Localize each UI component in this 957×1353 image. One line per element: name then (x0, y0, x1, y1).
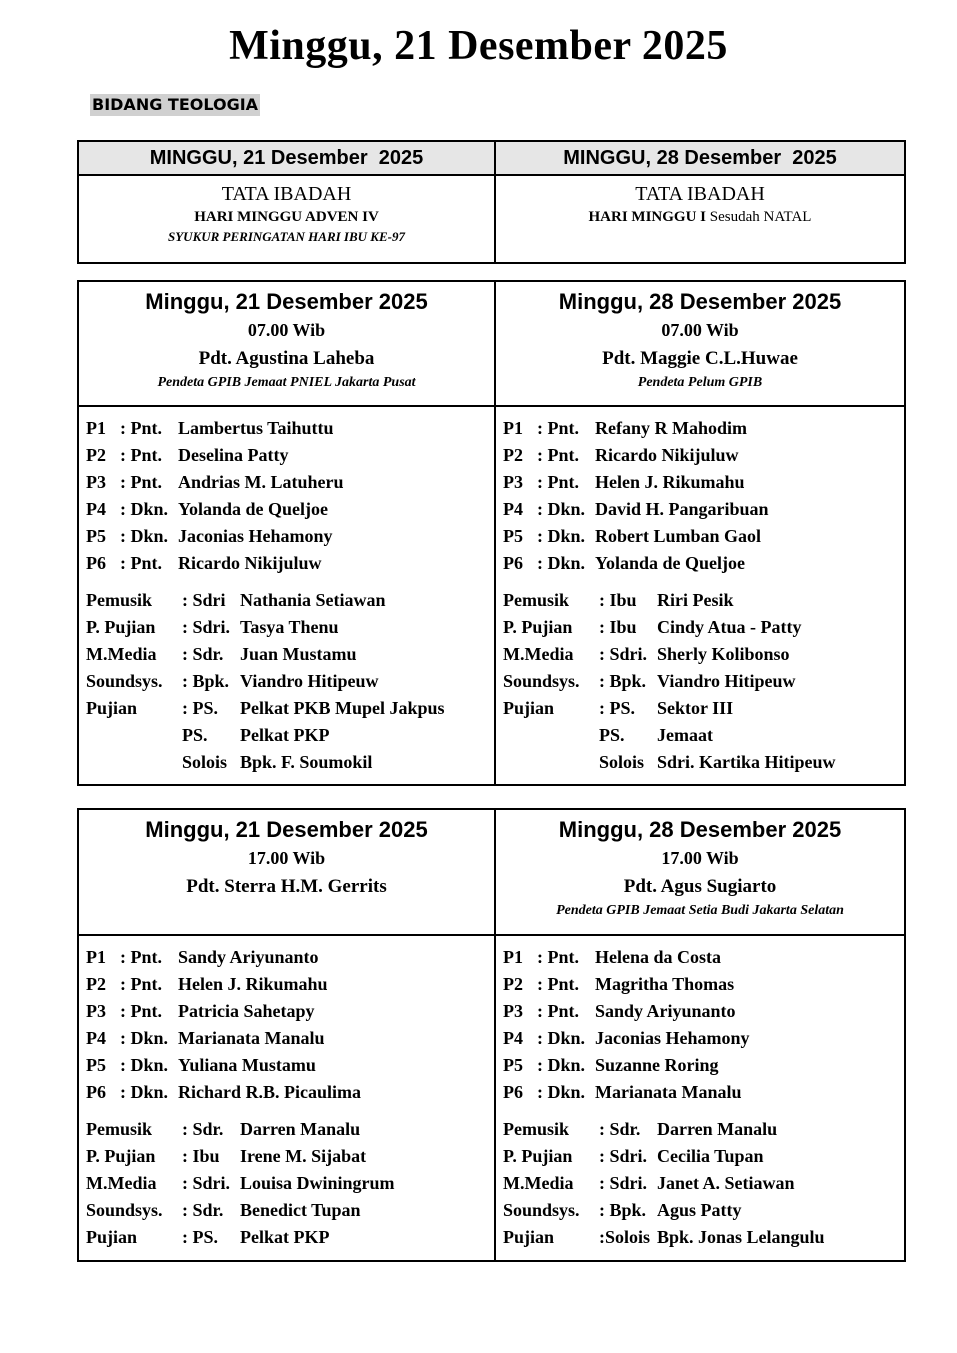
role-row (86, 749, 494, 776)
role-label: M.Media (86, 644, 157, 664)
role-label: Soundsys. (86, 1200, 163, 1220)
role-label: P. Pujian (86, 1146, 156, 1166)
officer-name: Yolanda de Queljoe (178, 499, 329, 519)
role-prefix: : Sdri. (599, 1146, 648, 1166)
officer-row (86, 944, 494, 971)
officer-name: Suzanne Roring (595, 1055, 719, 1075)
officer-title: : Dkn. (120, 1055, 169, 1075)
role-name: Darren Manalu (657, 1119, 778, 1139)
tata-ibadah-left (79, 176, 496, 262)
role-row (86, 1224, 494, 1251)
officer-name: Helen J. Rikumahu (178, 974, 328, 994)
role-prefix: : Sdr. (599, 1119, 641, 1139)
officer-code: P1 (86, 418, 106, 438)
role-label: M.Media (503, 1173, 574, 1193)
officer-title: : Dkn. (537, 499, 586, 519)
officer-name: Robert Lumban Gaol (595, 526, 762, 546)
officer-title: : Pnt. (120, 472, 162, 492)
preacher-subtitle: Pendeta GPIB Jemaat PNIEL Jakarta Pusat (157, 375, 416, 390)
officer-code: P4 (86, 1028, 106, 1048)
role-name: Irene M. Sijabat (240, 1146, 367, 1166)
preacher-name: Pdt. Agus Sugiarto (623, 876, 777, 897)
officer-name: Refany R Mahodim (595, 418, 747, 438)
role-prefix: : Sdri. (599, 1173, 648, 1193)
roster-gap (503, 577, 904, 587)
role-row (86, 587, 494, 614)
role-name: Pelkat PKP (240, 725, 330, 745)
role-prefix: : Ibu (599, 590, 637, 610)
role-label: Pemusik (86, 590, 153, 610)
officer-code: P3 (86, 1001, 106, 1021)
role-label: M.Media (503, 644, 574, 664)
role-name: Sektor III (657, 698, 734, 718)
role-name: Tasya Thenu (240, 617, 339, 637)
tata-ibadah-right (496, 176, 904, 262)
role-row (86, 1170, 494, 1197)
role-prefix: : Sdr. (182, 1119, 224, 1139)
role-name: Agus Patty (657, 1200, 742, 1220)
officer-name: Marianata Manalu (178, 1028, 325, 1048)
officer-title: : Dkn. (537, 526, 586, 546)
officer-title: : Dkn. (537, 553, 586, 573)
officer-title: : Pnt. (537, 418, 579, 438)
officer-title: : Pnt. (537, 947, 579, 967)
officer-name: Deselina Patty (178, 445, 289, 465)
role-row (503, 614, 904, 641)
role-prefix: PS. (182, 725, 208, 745)
role-row (86, 1197, 494, 1224)
officer-code: P6 (86, 553, 106, 573)
role-prefix: : Ibu (182, 1146, 220, 1166)
officer-name: Sandy Ariyunanto (595, 1001, 736, 1021)
role-prefix: : PS. (599, 698, 635, 718)
role-row (86, 1143, 494, 1170)
officer-row (503, 944, 904, 971)
officer-title: : Dkn. (120, 499, 169, 519)
officer-name: Jaconias Hehamony (595, 1028, 750, 1048)
officer-row (86, 496, 494, 523)
officer-code: P2 (503, 445, 523, 465)
role-row (86, 614, 494, 641)
officer-row (86, 1052, 494, 1079)
service-time: 07.00 Wib (247, 320, 326, 340)
service-table-morning (77, 280, 906, 786)
officer-name: Yuliana Mustamu (178, 1055, 316, 1075)
officer-row (503, 469, 904, 496)
officer-code: P2 (86, 974, 106, 994)
officer-row (86, 469, 494, 496)
tata-ibadah-table (77, 140, 906, 264)
role-label: Pujian (86, 698, 138, 718)
officer-name: Sandy Ariyunanto (178, 947, 319, 967)
officer-row (86, 1025, 494, 1052)
officer-code: P1 (86, 947, 106, 967)
officer-name: Helena da Costa (595, 947, 721, 967)
officer-title: : Dkn. (537, 1055, 586, 1075)
role-label: Soundsys. (503, 671, 580, 691)
officer-code: P2 (503, 974, 523, 994)
service-date: Minggu, 21 Desember 2025 (145, 817, 428, 842)
role-label: Pujian (86, 1227, 138, 1247)
service-head-right (496, 810, 904, 936)
role-name: Viandro Hitipeuw (657, 671, 796, 691)
role-name: Viandro Hitipeuw (240, 671, 379, 691)
role-prefix: Solois (182, 752, 228, 772)
role-label: P. Pujian (503, 1146, 573, 1166)
role-row (503, 1224, 904, 1251)
officer-row (86, 442, 494, 469)
role-label: Pemusik (503, 1119, 570, 1139)
role-name: Riri Pesik (657, 590, 734, 610)
officer-row (503, 1079, 904, 1106)
role-row (503, 695, 904, 722)
role-name: Sdri. Kartika Hitipeuw (657, 752, 836, 772)
role-prefix: : Bpk. (599, 671, 647, 691)
sunday-name-part: HARI MINGGU I (588, 209, 710, 225)
officer-row (86, 1079, 494, 1106)
officer-row (86, 523, 494, 550)
role-prefix: : Ibu (599, 617, 637, 637)
officer-name: Magritha Thomas (595, 974, 735, 994)
officer-name: Helen J. Rikumahu (595, 472, 745, 492)
officer-name: Andrias M. Latuheru (178, 472, 344, 492)
roster-gap (86, 1106, 494, 1116)
service-date: Minggu, 21 Desember 2025 (145, 289, 428, 314)
tata-ibadah-title: TATA IBADAH (635, 183, 765, 205)
officer-code: P2 (86, 445, 106, 465)
officer-title: : Pnt. (537, 445, 579, 465)
officer-name: Richard R.B. Picaulima (178, 1082, 361, 1102)
roster-right (496, 936, 904, 1260)
officer-code: P6 (86, 1082, 106, 1102)
header-date-right: MINGGU, 28 Desember 2025 (496, 142, 904, 176)
officer-row (86, 971, 494, 998)
role-row (86, 668, 494, 695)
officer-title: : Pnt. (120, 947, 162, 967)
role-row (503, 722, 904, 749)
roster-gap (503, 1106, 904, 1116)
role-name: Pelkat PKP (240, 1227, 330, 1247)
officer-code: P3 (503, 1001, 523, 1021)
role-name: Juan Mustamu (240, 644, 357, 664)
officer-row (503, 442, 904, 469)
role-label: Pemusik (86, 1119, 153, 1139)
role-row (86, 641, 494, 668)
officer-title: : Pnt. (120, 974, 162, 994)
service-time: 07.00 Wib (661, 320, 739, 340)
officer-row (503, 415, 904, 442)
officer-title: : Pnt. (537, 974, 579, 994)
role-prefix: : Sdr. (182, 644, 224, 664)
officer-code: P4 (86, 499, 106, 519)
role-row (503, 1197, 904, 1224)
preacher-name: Pdt. Maggie C.L.Huwae (602, 348, 798, 369)
officer-name: Patricia Sahetapy (178, 1001, 315, 1021)
service-head-left (79, 282, 496, 407)
role-prefix: PS. (599, 725, 625, 745)
role-label: Pujian (503, 1227, 555, 1247)
role-name: Bpk. Jonas Lelangulu (657, 1227, 825, 1247)
role-label: Pemusik (503, 590, 570, 610)
role-prefix: : PS. (182, 698, 218, 718)
service-time: 17.00 Wib (247, 848, 326, 868)
role-row (86, 1116, 494, 1143)
role-row (503, 749, 904, 776)
officer-title: : Dkn. (120, 526, 169, 546)
officer-code: P3 (503, 472, 523, 492)
officer-title: : Dkn. (537, 1028, 586, 1048)
officer-title: : Dkn. (120, 1082, 169, 1102)
officer-name: Yolanda de Queljoe (595, 553, 746, 573)
role-row (86, 722, 494, 749)
role-row (503, 668, 904, 695)
officer-title: : Pnt. (537, 1001, 579, 1021)
role-label: Soundsys. (503, 1200, 580, 1220)
officer-title: : Dkn. (537, 1082, 586, 1102)
officer-row (86, 415, 494, 442)
officer-code: P6 (503, 1082, 523, 1102)
preacher-name: Pdt. Agustina Laheba (198, 348, 375, 369)
officer-name: Jaconias Hehamony (178, 526, 333, 546)
role-name: Bpk. F. Soumokil (240, 752, 373, 772)
officer-name: Ricardo Nikijuluw (595, 445, 739, 465)
preacher-name: Pdt. Sterra H.M. Gerrits (186, 876, 387, 897)
sunday-name-part: Sesudah NATAL (709, 209, 812, 225)
officer-row (503, 971, 904, 998)
role-prefix: : Sdri (182, 590, 226, 610)
officer-row (86, 998, 494, 1025)
role-prefix: Solois (599, 752, 645, 772)
officer-row (503, 998, 904, 1025)
roster-left (79, 407, 496, 784)
officer-title: : Pnt. (537, 472, 579, 492)
role-prefix: : Sdr. (182, 1200, 224, 1220)
officer-code: P6 (503, 553, 523, 573)
role-prefix: : Sdri. (182, 1173, 231, 1193)
role-prefix: : Bpk. (599, 1200, 647, 1220)
officer-code: P5 (86, 1055, 106, 1075)
officer-code: P5 (503, 1055, 523, 1075)
role-prefix: :Solois (599, 1227, 651, 1247)
officer-code: P1 (503, 947, 523, 967)
role-name: Nathania Setiawan (240, 590, 386, 610)
service-date: Minggu, 28 Desember 2025 (558, 289, 842, 314)
officer-code: P5 (503, 526, 523, 546)
preacher-subtitle: Pendeta Pelum GPIB (637, 375, 763, 390)
role-name: Pelkat PKB Mupel Jakpus (240, 698, 445, 718)
role-name: Janet A. Setiawan (657, 1173, 795, 1193)
officer-name: Marianata Manalu (595, 1082, 742, 1102)
officer-row (503, 523, 904, 550)
sunday-theme: SYUKUR PERINGATAN HARI IBU KE-97 (168, 229, 405, 244)
role-name: Cecilia Tupan (657, 1146, 764, 1166)
officer-code: P5 (86, 526, 106, 546)
roster-right (496, 407, 904, 784)
officer-code: P3 (86, 472, 106, 492)
role-label: P. Pujian (503, 617, 573, 637)
role-name: Sherly Kolibonso (657, 644, 790, 664)
role-label: Soundsys. (86, 671, 163, 691)
role-row (503, 1116, 904, 1143)
header-date-left: MINGGU, 21 Desember 2025 (79, 142, 496, 176)
role-row (503, 1143, 904, 1170)
officer-row (503, 496, 904, 523)
role-label: P. Pujian (86, 617, 156, 637)
role-name: Benedict Tupan (240, 1200, 361, 1220)
officer-row (503, 1052, 904, 1079)
tata-ibadah-title: TATA IBADAH (221, 183, 352, 205)
role-label: Pujian (503, 698, 555, 718)
role-row (503, 587, 904, 614)
service-head-left (79, 810, 496, 936)
role-label: M.Media (86, 1173, 157, 1193)
role-prefix: : Bpk. (182, 671, 230, 691)
service-time: 17.00 Wib (661, 848, 739, 868)
service-table-evening (77, 808, 906, 1262)
officer-row (86, 550, 494, 577)
officer-title: : Dkn. (120, 1028, 169, 1048)
role-row (503, 641, 904, 668)
sunday-name: HARI MINGGU ADVEN IV (194, 209, 379, 225)
role-prefix: : PS. (182, 1227, 218, 1247)
service-date: Minggu, 28 Desember 2025 (558, 817, 842, 842)
roster-left (79, 936, 496, 1260)
role-row (86, 695, 494, 722)
officer-name: Lambertus Taihuttu (178, 418, 334, 438)
officer-code: P1 (503, 418, 523, 438)
officer-name: David H. Pangaribuan (595, 499, 769, 519)
role-prefix: : Sdri. (599, 644, 648, 664)
officer-title: : Pnt. (120, 1001, 162, 1021)
service-head-right (496, 282, 904, 407)
role-name: Cindy Atua - Patty (657, 617, 802, 637)
officer-row (503, 550, 904, 577)
section-label: BIDANG TEOLOGIA (92, 95, 259, 114)
roster-gap (86, 577, 494, 587)
role-row (503, 1170, 904, 1197)
role-name: Jemaat (657, 725, 713, 745)
officer-title: : Pnt. (120, 445, 162, 465)
sunday-name (496, 206, 904, 228)
officer-code: P4 (503, 499, 523, 519)
officer-row (503, 1025, 904, 1052)
page-title: Minggu, 21 Desember 2025 (229, 23, 728, 69)
role-name: Darren Manalu (240, 1119, 361, 1139)
preacher-subtitle: Pendeta GPIB Jemaat Setia Budi Jakarta Selatan (556, 903, 844, 918)
officer-title: : Pnt. (120, 553, 162, 573)
role-prefix: : Sdri. (182, 617, 231, 637)
officer-name: Ricardo Nikijuluw (178, 553, 322, 573)
officer-title: : Pnt. (120, 418, 162, 438)
role-name: Louisa Dwiningrum (240, 1173, 395, 1193)
officer-code: P4 (503, 1028, 523, 1048)
